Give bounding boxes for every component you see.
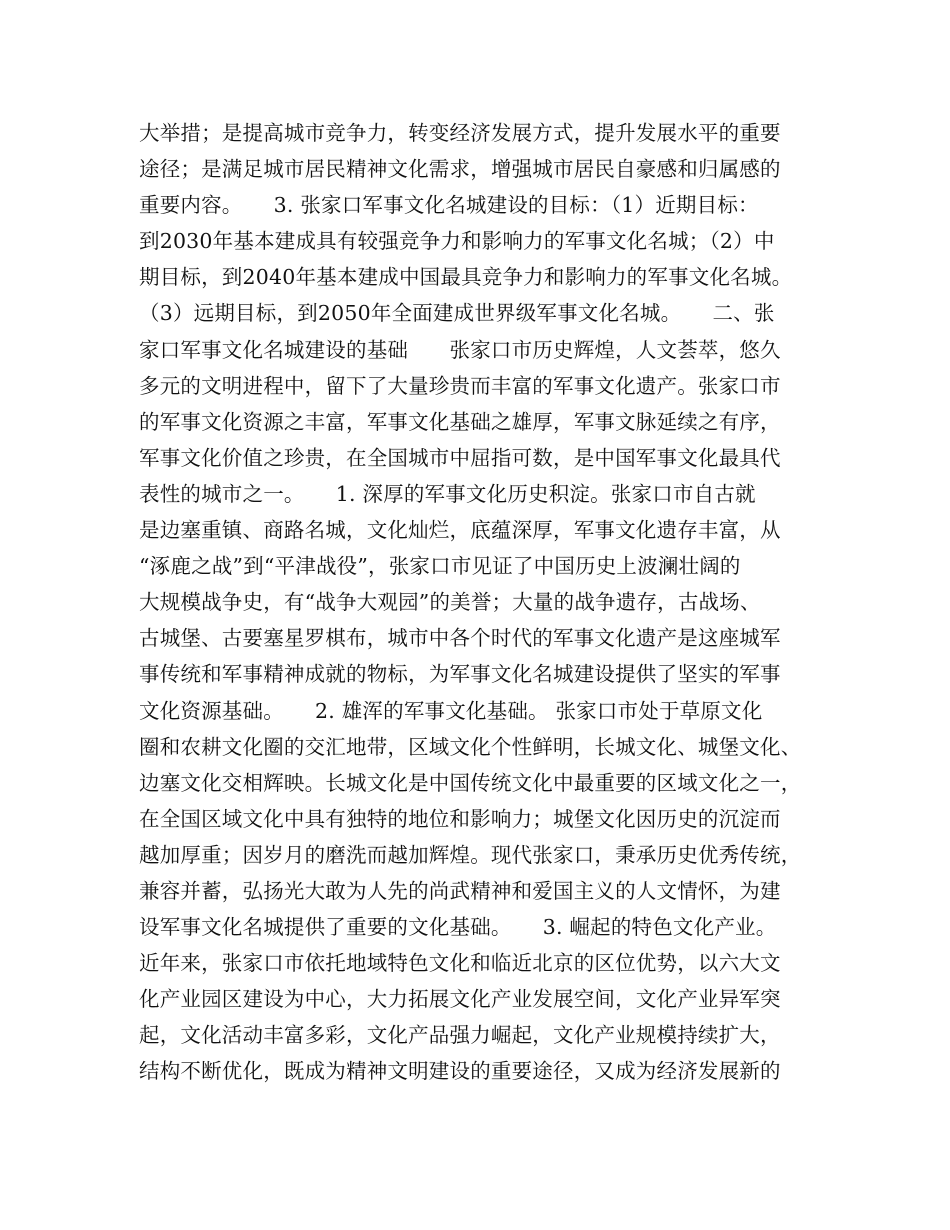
- text-line: 结构不断优化，既成为精神文明建设的重要途径，又成为经济发展新的: [139, 1059, 781, 1084]
- text-line: 到2030年基本建成具有较强竞争力和影响力的军事文化名城；（2）中: [139, 229, 775, 254]
- text-line: 在全国区域文化中具有独特的地位和影响力；城堡文化因历史的沉淀而: [139, 806, 781, 831]
- text-line: “涿鹿之战”到“平津战役”，张家口市见证了中国历史上波澜壮阔的: [139, 554, 741, 579]
- text-line: 近年来，张家口市依托地域特色文化和临近北京的区位优势，以六大文: [139, 951, 781, 976]
- text-line: 事传统和军事精神成就的物标，为军事文化名城建设提供了坚实的军事: [139, 662, 781, 687]
- text-line: 圈和农耕文化圈的交汇地带，区域文化个性鲜明，长城文化、城堡文化、: [139, 734, 802, 759]
- body-text: [139, 115, 829, 1090]
- text-line: 军事文化价值之珍贵，在全国城市中屈指可数，是中国军事文化最具代: [139, 445, 781, 470]
- text-line: 大举措；是提高城市竞争力，转变经济发展方式，提升发展水平的重要: [139, 121, 781, 145]
- text-line: 的军事文化资源之丰富，军事文化基础之雄厚，军事文脉延续之有序，: [139, 409, 781, 434]
- text-line: 途径；是满足城市居民精神文化需求，增强城市居民自豪感和归属感的: [139, 157, 781, 182]
- text-line: 越加厚重；因岁月的磨洗而越加辉煌。现代张家口，秉承历史优秀传统，: [139, 842, 802, 867]
- text-line: 大规模战争史，有“战争大观园”的美誉；大量的战争遗存，古战场、: [139, 590, 761, 615]
- text-line: 是边塞重镇、商路名城，文化灿烂，底蕴深厚，军事文化遗存丰富，从: [139, 518, 781, 543]
- text-line: 设军事文化名城提供了重要的文化基础。 3. 崛起的特色文化产业。: [139, 915, 777, 940]
- text-line: 多元的文明进程中，留下了大量珍贵而丰富的军事文化遗产。张家口市: [139, 373, 781, 398]
- text-line: 古城堡、古要塞星罗棋布，城市中各个时代的军事文化遗产是这座城军: [139, 626, 781, 651]
- text-line: 期目标，到2040年基本建成中国最具竞争力和影响力的军事文化名城。: [139, 265, 793, 290]
- text-line: 文化资源基础。 2. 雄浑的军事文化基础。 张家口市处于草原文化: [139, 698, 763, 723]
- text-line: 化产业园区建设为中心，大力拓展文化产业发展空间，文化产业异军突: [139, 987, 781, 1012]
- text-line: 重要内容。 3. 张家口军事文化名城建设的目标：（1）近期目标：: [139, 193, 759, 218]
- text-line: 兼容并蓄，弘扬光大敢为人先的尚武精神和爱国主义的人文情怀，为建: [139, 878, 781, 903]
- text-line: 起，文化活动丰富多彩，文化产品强力崛起，文化产业规模持续扩大，: [139, 1023, 781, 1048]
- text-line: （3）远期目标，到2050年全面建成世界级军事文化名城。 二、张: [139, 301, 775, 326]
- text-line: 表性的城市之一。 1. 深厚的军事文化历史积淀。张家口市自古就: [139, 481, 756, 506]
- text-line: 边塞文化交相辉映。长城文化是中国传统文化中最重要的区域文化之一，: [139, 770, 802, 795]
- text-line: 家口军事文化名城建设的基础 张家口市历史辉煌，人文荟萃，悠久: [139, 337, 781, 362]
